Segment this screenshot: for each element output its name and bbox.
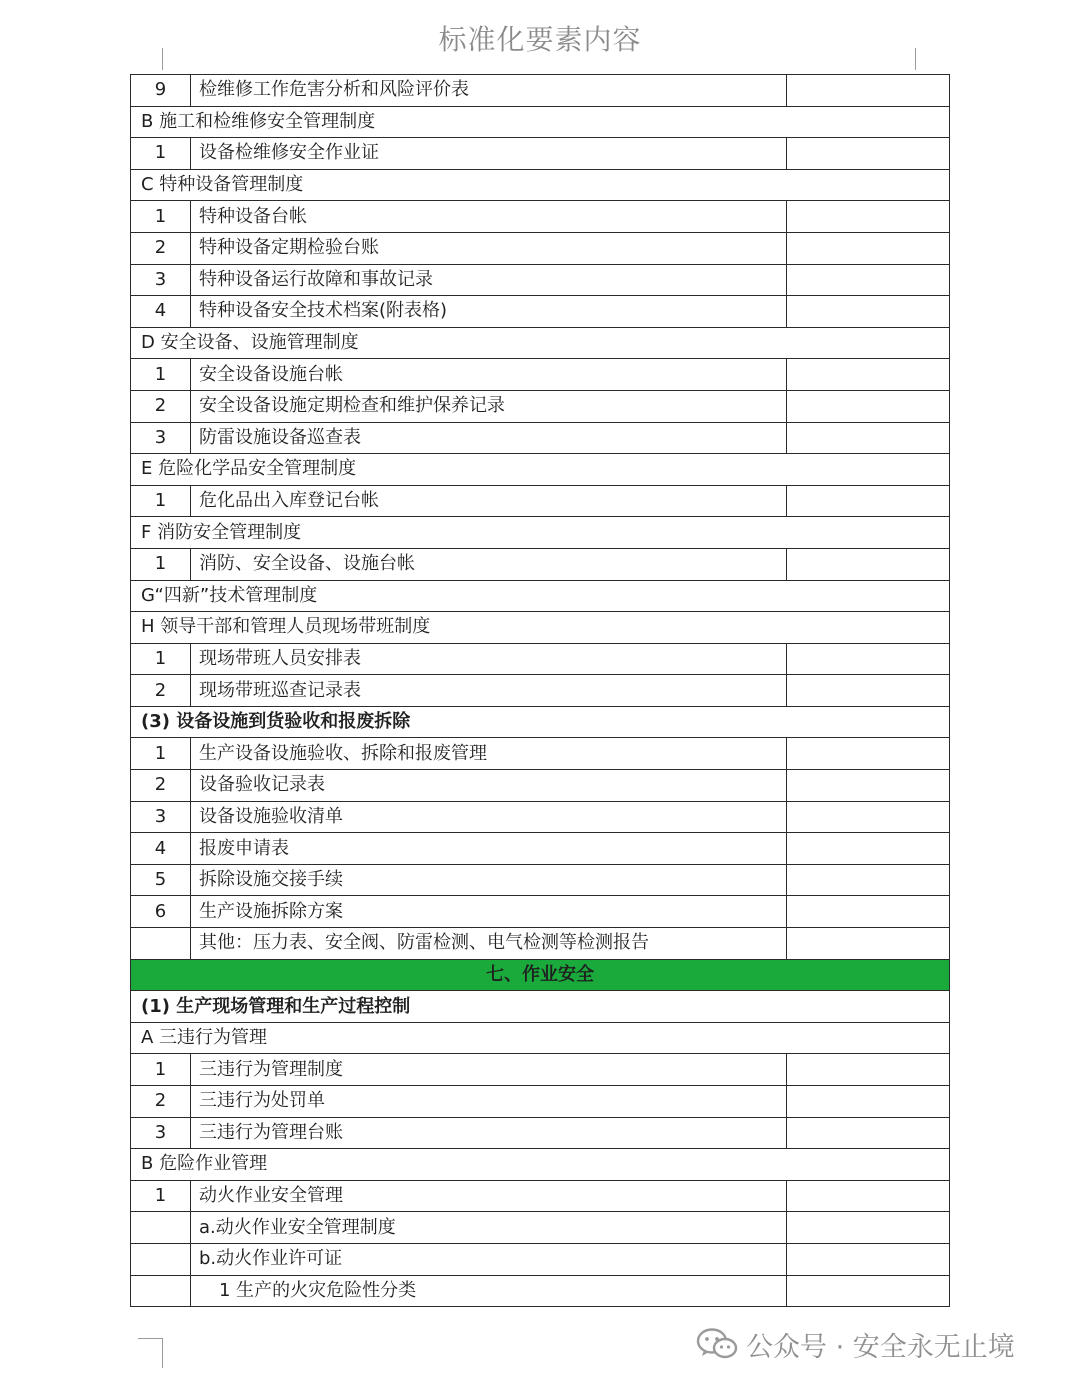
table-row bbox=[131, 675, 950, 707]
row-number: 4 bbox=[131, 296, 191, 328]
table-row bbox=[131, 327, 950, 359]
row-item-text: 报废申请表 bbox=[191, 833, 787, 865]
section-heading: F 消防安全管理制度 bbox=[131, 517, 950, 549]
section-heading: D 安全设备、设施管理制度 bbox=[131, 327, 950, 359]
table-row bbox=[131, 1054, 950, 1086]
row-number: 3 bbox=[131, 264, 191, 296]
row-item-text: 其他：压力表、安全阀、防雷检测、电气检测等检测报告 bbox=[191, 928, 787, 960]
row-number: 9 bbox=[131, 75, 191, 107]
table-row bbox=[131, 232, 950, 264]
row-remark-cell bbox=[787, 390, 950, 422]
table-row bbox=[131, 106, 950, 138]
table-row bbox=[131, 643, 950, 675]
section-heading: E 危险化学品安全管理制度 bbox=[131, 454, 950, 486]
standardization-table bbox=[130, 74, 950, 1307]
table-row bbox=[131, 580, 950, 612]
table-row bbox=[131, 1086, 950, 1118]
row-number: 2 bbox=[131, 770, 191, 802]
row-item-text: 设备设施验收清单 bbox=[191, 801, 787, 833]
row-item-text: 特种设备安全技术档案(附表格) bbox=[191, 296, 787, 328]
row-number: 5 bbox=[131, 864, 191, 896]
table-row bbox=[131, 1275, 950, 1307]
table-row bbox=[131, 169, 950, 201]
table-row bbox=[131, 706, 950, 738]
row-remark-cell bbox=[787, 770, 950, 802]
row-number: 1 bbox=[131, 738, 191, 770]
row-item-text: 1 生产的火灾危险性分类 bbox=[191, 1275, 787, 1307]
row-remark-cell bbox=[787, 928, 950, 960]
row-item-text: 检维修工作危害分析和风险评价表 bbox=[191, 75, 787, 107]
row-item-text: 现场带班巡查记录表 bbox=[191, 675, 787, 707]
table-row bbox=[131, 138, 950, 170]
watermark bbox=[696, 1322, 1015, 1366]
row-remark-cell bbox=[787, 422, 950, 454]
table-row bbox=[131, 1022, 950, 1054]
table-row bbox=[131, 201, 950, 233]
row-remark-cell bbox=[787, 833, 950, 865]
row-remark-cell bbox=[787, 675, 950, 707]
crop-mark-top-right bbox=[915, 48, 916, 70]
row-remark-cell bbox=[787, 548, 950, 580]
row-item-text: 安全设备设施台帐 bbox=[191, 359, 787, 391]
table-row bbox=[131, 991, 950, 1023]
table-row bbox=[131, 770, 950, 802]
row-remark-cell bbox=[787, 1054, 950, 1086]
row-item-text: 设备检维修安全作业证 bbox=[191, 138, 787, 170]
row-item-text: 特种设备定期检验台账 bbox=[191, 232, 787, 264]
row-item-text: 防雷设施设备巡查表 bbox=[191, 422, 787, 454]
table-row bbox=[131, 738, 950, 770]
section-heading: H 领导干部和管理人员现场带班制度 bbox=[131, 612, 950, 644]
table-row bbox=[131, 1243, 950, 1275]
row-number bbox=[131, 1275, 191, 1307]
table-row bbox=[131, 296, 950, 328]
row-remark-cell bbox=[787, 1180, 950, 1212]
table-row bbox=[131, 390, 950, 422]
row-item-text: 三违行为管理台账 bbox=[191, 1117, 787, 1149]
row-number: 1 bbox=[131, 1054, 191, 1086]
row-item-text: 消防、安全设备、设施台帐 bbox=[191, 548, 787, 580]
row-remark-cell bbox=[787, 1117, 950, 1149]
row-remark-cell bbox=[787, 359, 950, 391]
table-row bbox=[131, 75, 950, 107]
section-heading: (1) 生产现场管理和生产过程控制 bbox=[131, 991, 950, 1023]
row-remark-cell bbox=[787, 232, 950, 264]
page-title: 标准化要素内容 bbox=[438, 23, 642, 56]
row-number: 1 bbox=[131, 548, 191, 580]
row-number: 2 bbox=[131, 1086, 191, 1118]
table-row bbox=[131, 359, 950, 391]
row-number bbox=[131, 1243, 191, 1275]
section-heading: A 三违行为管理 bbox=[131, 1022, 950, 1054]
row-item-text: 现场带班人员安排表 bbox=[191, 643, 787, 675]
row-remark-cell bbox=[787, 643, 950, 675]
row-number: 3 bbox=[131, 801, 191, 833]
row-item-text: 特种设备台帐 bbox=[191, 201, 787, 233]
row-item-text: 拆除设施交接手续 bbox=[191, 864, 787, 896]
watermark-text: 公众号 · 安全永无止境 bbox=[746, 1331, 1015, 1363]
row-item-text: 三违行为处罚单 bbox=[191, 1086, 787, 1118]
chapter-band: 七、作业安全 bbox=[131, 959, 950, 991]
row-number: 4 bbox=[131, 833, 191, 865]
section-heading: G“四新”技术管理制度 bbox=[131, 580, 950, 612]
table-row bbox=[131, 1180, 950, 1212]
row-number: 2 bbox=[131, 232, 191, 264]
table-row bbox=[131, 485, 950, 517]
table-row bbox=[131, 454, 950, 486]
row-item-text: 危化品出入库登记台帐 bbox=[191, 485, 787, 517]
row-number: 1 bbox=[131, 201, 191, 233]
row-remark-cell bbox=[787, 1275, 950, 1307]
table-row bbox=[131, 264, 950, 296]
row-item-text: 生产设备设施验收、拆除和报废管理 bbox=[191, 738, 787, 770]
table-row bbox=[131, 896, 950, 928]
table-row bbox=[131, 864, 950, 896]
row-remark-cell bbox=[787, 75, 950, 107]
row-remark-cell bbox=[787, 896, 950, 928]
row-number bbox=[131, 928, 191, 960]
row-number: 1 bbox=[131, 138, 191, 170]
row-number: 6 bbox=[131, 896, 191, 928]
table-row bbox=[131, 959, 950, 991]
row-number: 2 bbox=[131, 390, 191, 422]
row-remark-cell bbox=[787, 1086, 950, 1118]
row-number: 3 bbox=[131, 422, 191, 454]
row-number bbox=[131, 1212, 191, 1244]
section-heading: B 施工和检维修安全管理制度 bbox=[131, 106, 950, 138]
table-row bbox=[131, 517, 950, 549]
row-remark-cell bbox=[787, 738, 950, 770]
row-remark-cell bbox=[787, 1243, 950, 1275]
section-heading: B 危险作业管理 bbox=[131, 1149, 950, 1181]
row-number: 1 bbox=[131, 643, 191, 675]
row-item-text: 设备验收记录表 bbox=[191, 770, 787, 802]
row-item-text: a.动火作业安全管理制度 bbox=[191, 1212, 787, 1244]
row-remark-cell bbox=[787, 864, 950, 896]
row-remark-cell bbox=[787, 201, 950, 233]
row-item-text: b.动火作业许可证 bbox=[191, 1243, 787, 1275]
section-heading: (3) 设备设施到货验收和报废拆除 bbox=[131, 706, 950, 738]
row-item-text: 三违行为管理制度 bbox=[191, 1054, 787, 1086]
table-row bbox=[131, 612, 950, 644]
table-row bbox=[131, 801, 950, 833]
row-item-text: 特种设备运行故障和事故记录 bbox=[191, 264, 787, 296]
table-row bbox=[131, 928, 950, 960]
table-row bbox=[131, 1117, 950, 1149]
row-number: 2 bbox=[131, 675, 191, 707]
row-number: 1 bbox=[131, 485, 191, 517]
row-number: 3 bbox=[131, 1117, 191, 1149]
row-remark-cell bbox=[787, 801, 950, 833]
table-row bbox=[131, 548, 950, 580]
row-item-text: 动火作业安全管理 bbox=[191, 1180, 787, 1212]
crop-mark-bottom-left-horizontal bbox=[138, 1338, 163, 1339]
row-item-text: 生产设施拆除方案 bbox=[191, 896, 787, 928]
table-body bbox=[131, 75, 950, 1307]
row-remark-cell bbox=[787, 485, 950, 517]
row-number: 1 bbox=[131, 359, 191, 391]
row-item-text: 安全设备设施定期检查和维护保养记录 bbox=[191, 390, 787, 422]
crop-mark-bottom-left-vertical bbox=[162, 1338, 163, 1368]
wechat-icon bbox=[696, 1326, 738, 1362]
row-number: 1 bbox=[131, 1180, 191, 1212]
table-row bbox=[131, 833, 950, 865]
row-remark-cell bbox=[787, 1212, 950, 1244]
crop-mark-top-left bbox=[162, 48, 163, 70]
table-row bbox=[131, 1149, 950, 1181]
row-remark-cell bbox=[787, 296, 950, 328]
row-remark-cell bbox=[787, 138, 950, 170]
table-row bbox=[131, 1212, 950, 1244]
table-row bbox=[131, 422, 950, 454]
row-remark-cell bbox=[787, 264, 950, 296]
section-heading: C 特种设备管理制度 bbox=[131, 169, 950, 201]
